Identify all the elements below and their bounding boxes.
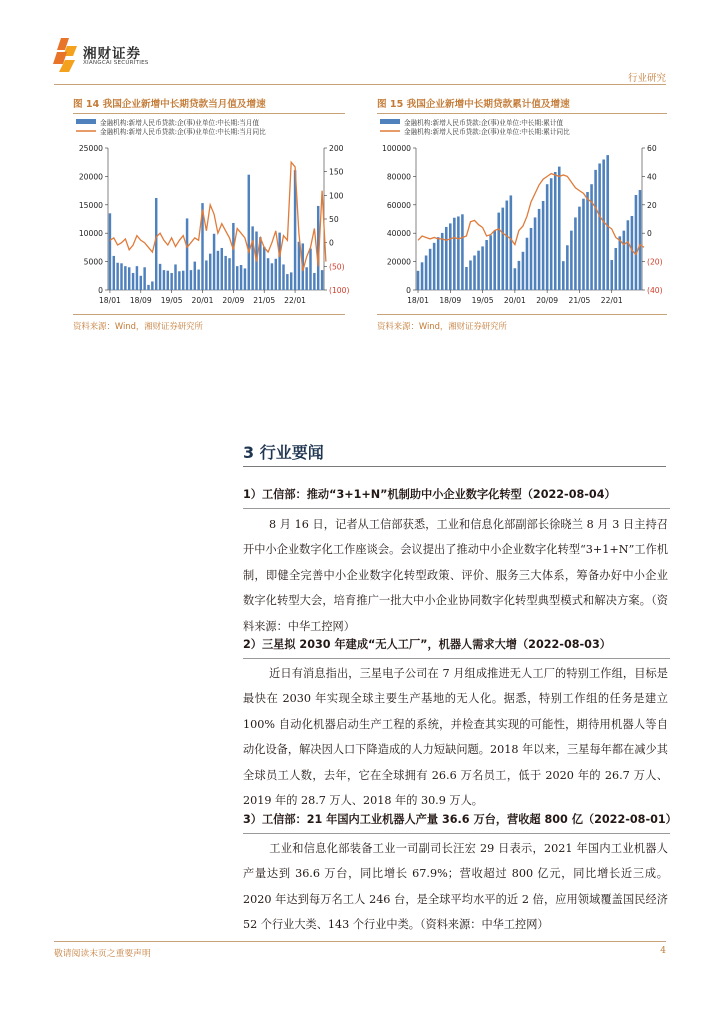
section-heading xyxy=(243,440,324,463)
bar xyxy=(441,233,444,290)
bar xyxy=(309,249,311,290)
bar xyxy=(582,199,585,290)
company-logo xyxy=(53,36,163,76)
y-right-tick-label: 20 xyxy=(647,200,657,210)
bar xyxy=(558,167,561,290)
bar xyxy=(510,195,513,290)
bar xyxy=(627,220,630,290)
bar xyxy=(473,255,476,290)
y-right-tick-label: 0 xyxy=(647,229,652,239)
bar xyxy=(485,240,488,290)
x-tick-label: 22/01 xyxy=(600,296,623,305)
y-right-tick-label: 0 xyxy=(329,238,334,248)
bar xyxy=(465,267,468,290)
bar xyxy=(120,263,122,290)
x-tick-label: 21/05 xyxy=(568,296,591,305)
x-tick-label: 21/05 xyxy=(253,296,276,305)
bar xyxy=(167,271,169,290)
y-right-tick-label: 60 xyxy=(647,144,657,153)
legend-label: 金融机构:新增人民币贷款:企(事)业单位:中长期:累计值 xyxy=(404,119,564,127)
bar xyxy=(429,249,432,290)
bar xyxy=(514,268,517,290)
news-3-text: 工业和信息化部装备工业一司副司长汪宏 29 日表示，2021 年国内工业机器人产量达到 36.6 万台，同比增长 67.9%；营收超过 800 亿元，同比增长近三成。2020 年达到每万名工人 246 台，是全球平均水平的近 2 倍，应用领域覆盖国民经济 52 个行业大类、143 个行业中类。（资料来源：中华工控网） xyxy=(243,842,668,932)
news-3-paragraph xyxy=(243,836,668,938)
bar xyxy=(136,266,138,290)
y-right-tick-label: (100) xyxy=(329,286,350,295)
x-tick-label: 19/05 xyxy=(471,296,494,305)
bar xyxy=(477,251,480,290)
bar xyxy=(619,236,622,290)
news-1-title: 1）工信部：推动“3+1+N”机制助中小企业数字化转型（2022-08-04） xyxy=(243,488,616,501)
bar xyxy=(586,192,589,290)
x-tick-label: 18/01 xyxy=(407,296,429,305)
header-divider xyxy=(54,84,666,85)
bar xyxy=(481,246,484,290)
bar xyxy=(453,218,456,290)
x-tick-label: 20/09 xyxy=(536,296,559,305)
bar xyxy=(140,276,142,290)
y-left-tick-label: 60000 xyxy=(386,200,411,210)
x-tick-label: 20/01 xyxy=(191,296,214,305)
news-2-paragraph xyxy=(243,661,668,813)
bar xyxy=(457,216,460,290)
bar xyxy=(163,270,165,290)
bar xyxy=(143,267,145,290)
bar xyxy=(623,231,626,290)
bar xyxy=(602,160,605,290)
bar xyxy=(170,273,172,290)
bar xyxy=(469,260,472,290)
section-number: 3 xyxy=(243,443,255,462)
y-right-tick-label: 40 xyxy=(647,172,657,182)
bar xyxy=(282,264,284,290)
bar xyxy=(449,223,452,290)
bar xyxy=(417,271,420,290)
footer-disclaimer: 敬请阅读末页之重要声明 xyxy=(54,949,151,959)
bar xyxy=(562,261,565,290)
bar xyxy=(546,184,549,290)
bar xyxy=(421,262,424,290)
bar xyxy=(578,207,581,290)
bar xyxy=(590,184,593,290)
bar xyxy=(275,259,277,290)
news-3-rule xyxy=(243,833,670,834)
bar xyxy=(461,214,464,290)
bar xyxy=(437,237,440,290)
news-2-title: 2）三星拟 2030 年建成“无人工厂”，机器人需求大增（2022-08-03） xyxy=(243,638,611,651)
bar xyxy=(574,217,577,290)
bar xyxy=(425,255,428,290)
footer-divider xyxy=(54,941,666,942)
legend-label: 金融机构:新增人民币贷款:企(事)业单位:中长期:当月值 xyxy=(100,119,260,127)
bar xyxy=(566,245,569,290)
logo-mark-icon xyxy=(53,36,79,74)
y-left-tick-label: 80000 xyxy=(386,172,411,182)
bar xyxy=(194,262,196,290)
bar xyxy=(197,270,199,290)
bar xyxy=(530,228,533,290)
bar xyxy=(209,254,211,290)
bar xyxy=(271,263,273,290)
bar xyxy=(298,242,300,290)
news-1-paragraph xyxy=(243,512,668,639)
bar xyxy=(534,217,537,290)
bar xyxy=(286,274,288,290)
figure-14-chart xyxy=(68,116,353,312)
bar xyxy=(542,201,545,290)
bar xyxy=(240,265,242,290)
bar xyxy=(128,267,130,290)
y-left-tick-label: 20000 xyxy=(78,172,103,182)
y-right-tick-label: 50 xyxy=(329,215,339,224)
figure-15-title: 图 15 我国企业新增中长期贷款累计值及增速 xyxy=(377,99,570,110)
section-divider xyxy=(243,466,666,467)
bar xyxy=(506,201,509,290)
page-number: 4 xyxy=(660,946,666,956)
bar xyxy=(522,252,525,290)
bar xyxy=(113,256,115,290)
figure-15-bottom-rule xyxy=(377,314,667,315)
bar xyxy=(610,260,613,290)
bar xyxy=(631,216,634,290)
bar xyxy=(147,285,149,290)
bar xyxy=(501,208,504,290)
bar xyxy=(190,270,192,290)
bar xyxy=(639,190,642,290)
bar xyxy=(236,266,238,290)
bar xyxy=(248,175,250,290)
x-tick-label: 18/09 xyxy=(129,296,152,305)
bar xyxy=(159,264,161,290)
news-1-text: 8 月 16 日，记者从工信部获悉，工业和信息化部副部长徐晓兰 8 月 3 日主持召开中小企业数字化工作座谈会。会议提出了推动中小企业数字化转型“3+1+N”工作机制，即健全完善中小企业数字化转型政策、评价、服务三大体系，筹备办好中小企业数字化转型大会，培育推广一批大中小企业协同数字化转型典型模式和解决方案。（资料来源：中华工控网） xyxy=(243,518,668,633)
bar xyxy=(151,281,153,290)
bar xyxy=(570,231,573,290)
figure-14-bottom-rule xyxy=(73,314,345,315)
bar xyxy=(550,178,553,290)
bar xyxy=(321,270,323,290)
y-right-tick-label: 150 xyxy=(329,167,344,177)
news-2-rule xyxy=(243,658,670,659)
bar xyxy=(305,267,307,290)
y-left-tick-label: 0 xyxy=(406,286,411,295)
bar xyxy=(278,233,280,290)
bar xyxy=(232,223,234,290)
bar xyxy=(224,256,226,290)
figure-14-title-rule xyxy=(73,113,345,114)
section-title-text: 行业要闻 xyxy=(259,443,324,462)
bar xyxy=(433,243,436,290)
x-tick-label: 20/01 xyxy=(503,296,526,305)
legend-bar-swatch xyxy=(76,119,96,124)
y-right-tick-label: (50) xyxy=(329,262,345,272)
bar xyxy=(526,238,529,290)
x-tick-label: 18/01 xyxy=(98,296,121,305)
bar xyxy=(497,213,500,290)
bar xyxy=(116,263,118,290)
bar xyxy=(217,251,219,290)
bar xyxy=(267,258,269,290)
bar xyxy=(290,272,292,290)
x-tick-label: 20/09 xyxy=(222,296,245,305)
bar xyxy=(182,271,184,290)
y-right-tick-label: 100 xyxy=(329,191,344,201)
logo-text-en: XIANGCAI SECURITIES xyxy=(83,60,149,66)
figure-15-source: 资料来源：Wind，湘财证券研究所 xyxy=(377,321,507,331)
bar xyxy=(489,235,492,290)
bar xyxy=(614,248,617,290)
header-section-label: 行业研究 xyxy=(627,73,666,84)
news-3-title: 3）工信部：21 年国内工业机器人产量 36.6 万台，营收超 800 亿（2022-08-01） xyxy=(243,813,677,826)
bar xyxy=(221,248,223,290)
y-left-tick-label: 0 xyxy=(98,286,103,295)
figure-14-title: 图 14 我国企业新增中长期贷款当月值及增速 xyxy=(73,99,266,110)
y-right-tick-label: (20) xyxy=(647,257,663,267)
y-right-tick-label: (40) xyxy=(647,286,663,295)
bar xyxy=(493,231,496,290)
bar xyxy=(213,234,215,290)
x-tick-label: 22/01 xyxy=(284,296,307,305)
y-left-tick-label: 25000 xyxy=(78,144,103,153)
y-left-tick-label: 10000 xyxy=(78,229,103,239)
x-tick-label: 18/09 xyxy=(439,296,462,305)
bar xyxy=(538,209,541,290)
logo-text-cn: 湘财证券 xyxy=(83,46,141,62)
y-left-tick-label: 20000 xyxy=(386,257,411,267)
bar xyxy=(251,226,253,290)
y-left-tick-label: 100000 xyxy=(382,144,411,153)
bar xyxy=(263,247,265,290)
bar xyxy=(313,273,315,290)
y-left-tick-label: 40000 xyxy=(386,229,411,239)
news-1-rule xyxy=(243,508,670,509)
x-tick-label: 19/05 xyxy=(160,296,183,305)
bar xyxy=(132,273,134,290)
bar xyxy=(598,163,601,290)
bar xyxy=(186,218,188,290)
bar xyxy=(205,260,207,290)
bar xyxy=(124,266,126,290)
bar xyxy=(594,170,597,290)
bar xyxy=(554,172,557,290)
figure-15-title-rule xyxy=(377,113,667,114)
bar xyxy=(244,268,246,290)
bar xyxy=(445,227,448,290)
bar xyxy=(109,213,111,290)
legend-label: 金融机构:新增人民币贷款:企(事)业单位:中长期:当月同比 xyxy=(100,128,266,136)
bar xyxy=(178,271,180,290)
legend-label: 金融机构:新增人民币贷款:企(事)业单位:中长期:累计同比 xyxy=(404,128,570,136)
y-left-tick-label: 15000 xyxy=(78,200,103,210)
bar xyxy=(155,198,157,290)
news-2-text: 近日有消息指出，三星电子公司在 7 月组成推进无人工厂的特别工作组，目标是最快在 2030 年实现全球主要生产基地的无人化。据悉，特别工作组的任务是建立 100% 自动化机器启动生产工程的系统，并检查其实现的可能性，期待用机器人等自动化设备，解决因人口下降造成的人力短缺问题。2018 年以来，三星每年都在减少其全球员工人数，去年，它在全球拥有 26.6 万名员工，低于 2020 年的 26.7 万人、2019 年的 28.7 万人、2018 年的 30.9 万人。 xyxy=(243,667,668,808)
bar xyxy=(518,261,521,290)
y-left-tick-label: 5000 xyxy=(83,257,103,267)
figure-15-chart xyxy=(372,116,670,312)
legend-bar-swatch xyxy=(380,119,400,124)
y-right-tick-label: 200 xyxy=(329,144,344,153)
bar xyxy=(228,258,230,290)
bar xyxy=(174,264,176,290)
bar xyxy=(635,195,638,290)
bar xyxy=(606,155,609,290)
figure-14-source: 资料来源：Wind，湘财证券研究所 xyxy=(73,321,203,331)
